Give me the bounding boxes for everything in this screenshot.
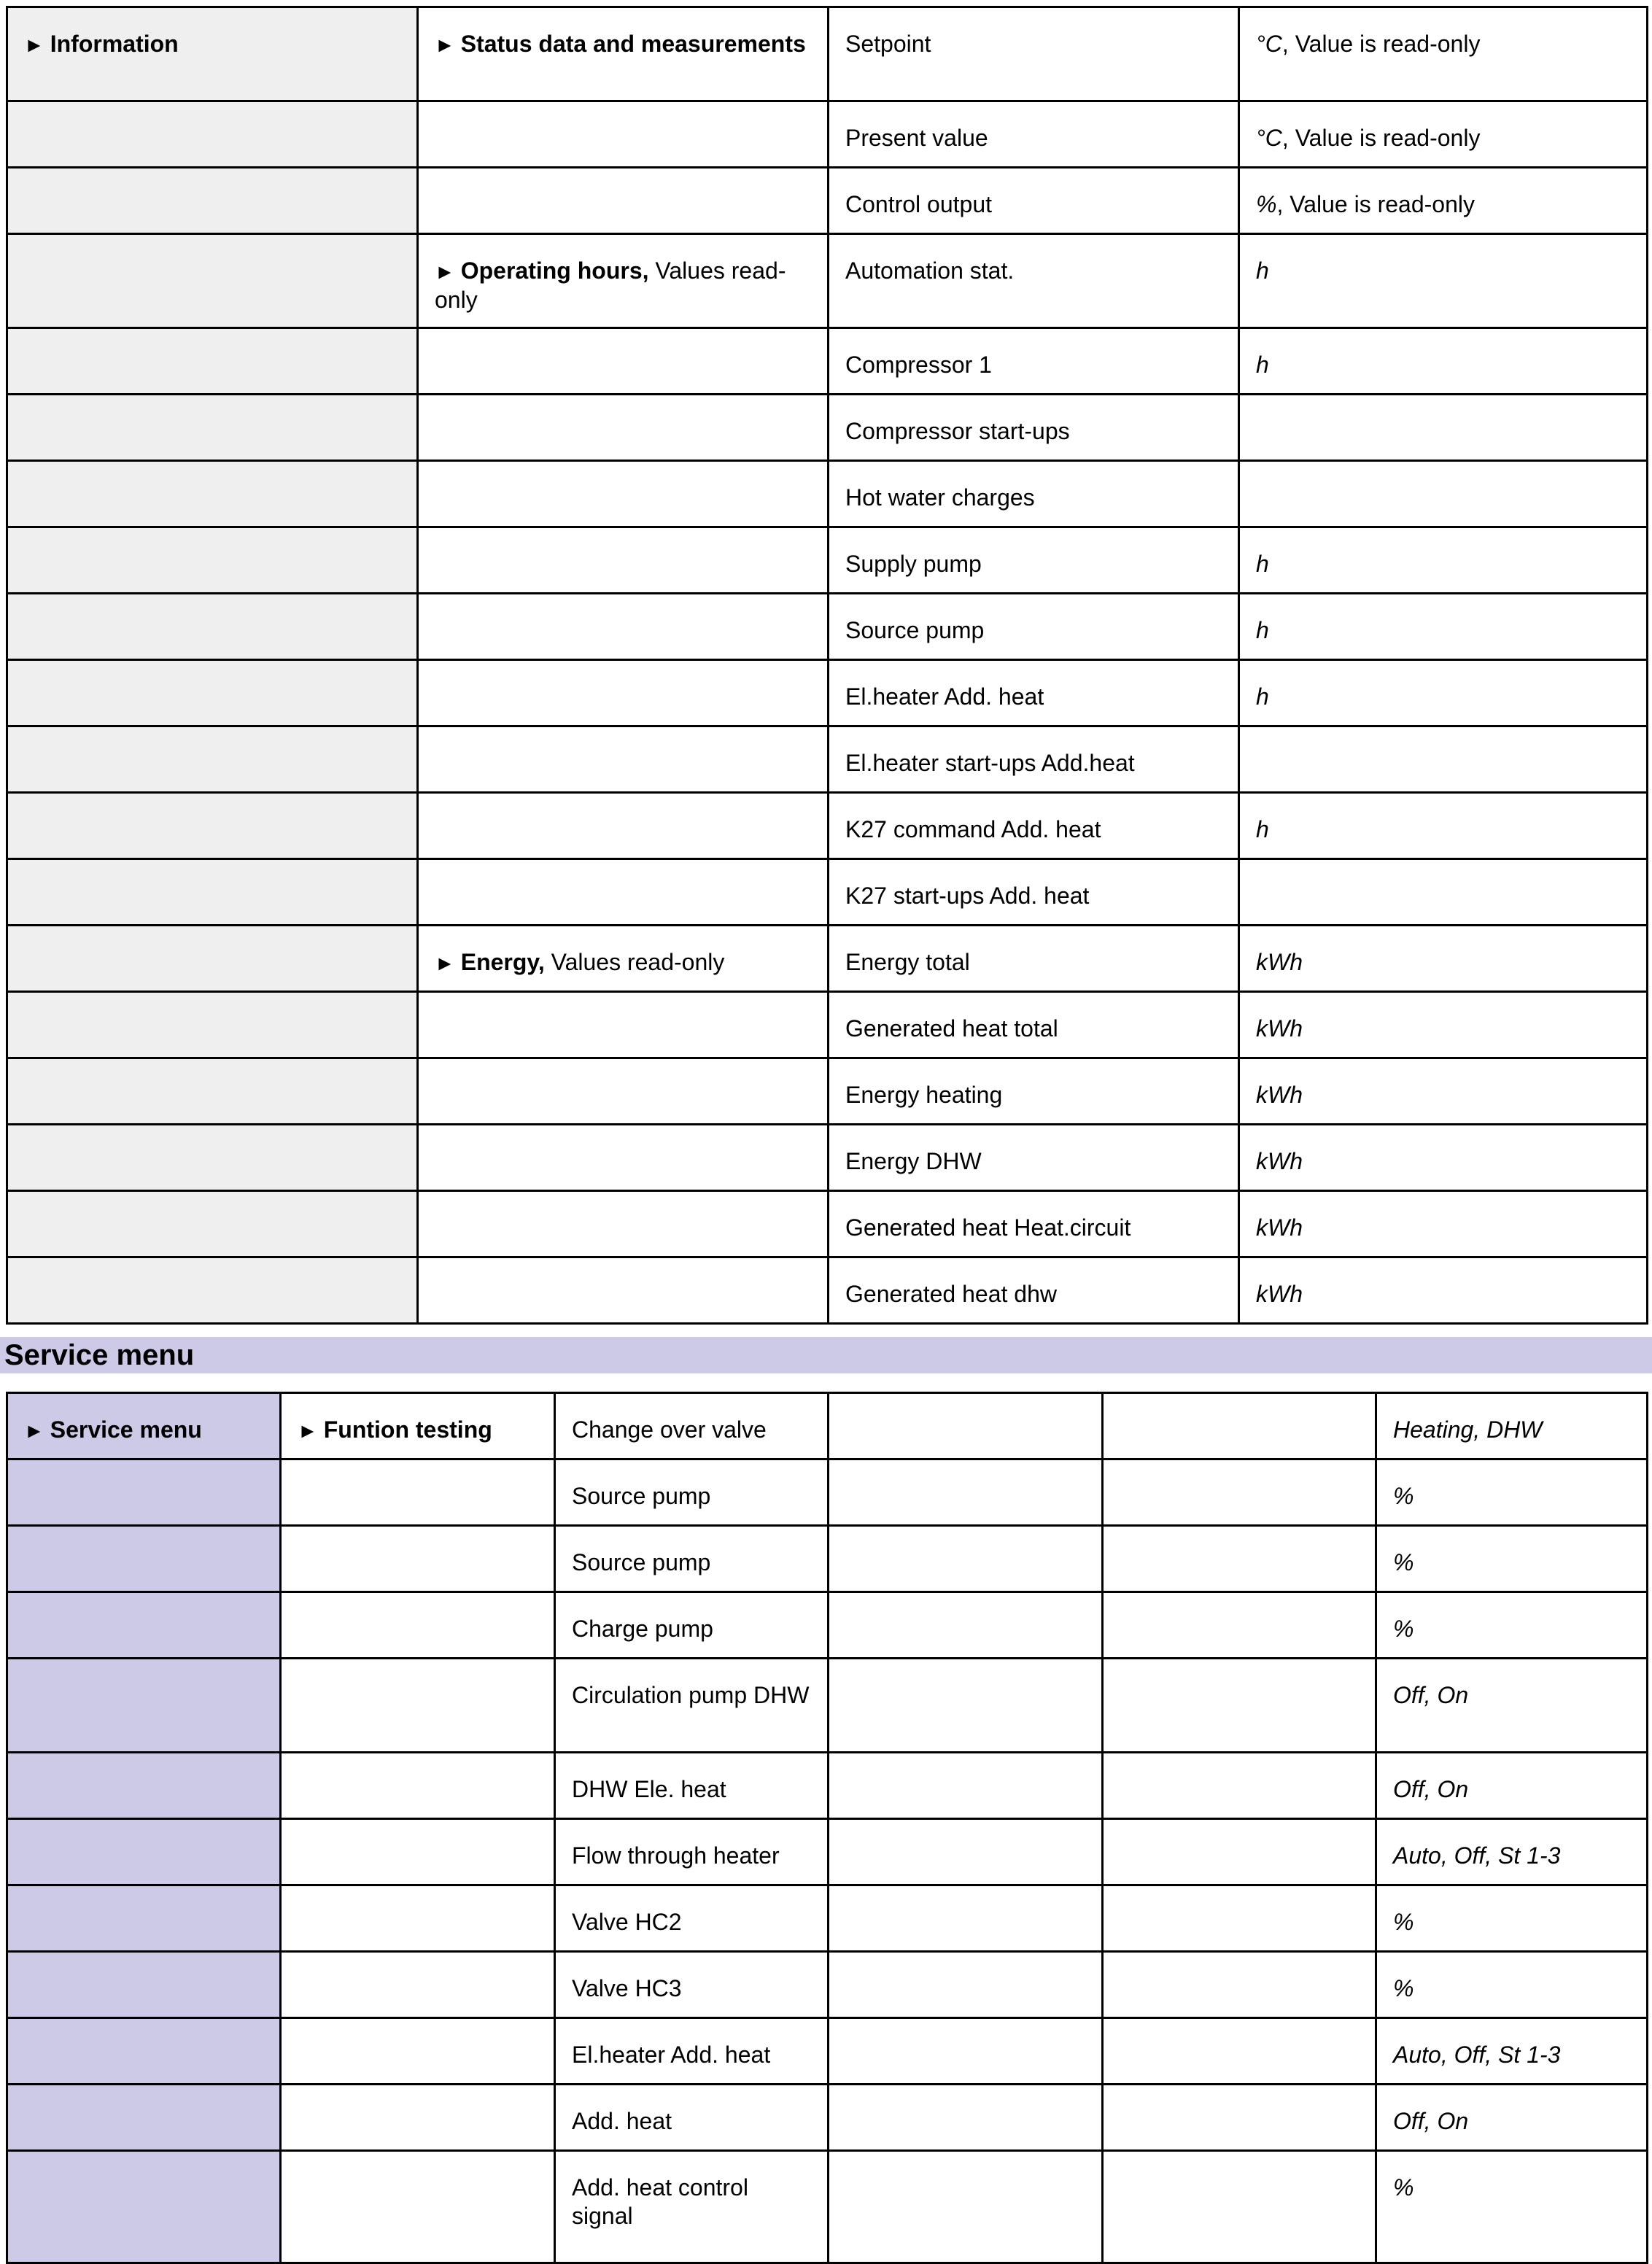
menu-level-2-cell (418, 1058, 829, 1125)
menu-level-2-cell (418, 726, 829, 793)
group-title: Funtion testing (323, 1416, 492, 1443)
unit-label: kWh (1256, 1148, 1303, 1174)
empty-cell (829, 2151, 1103, 2263)
menu-level-1-cell (7, 1592, 281, 1659)
menu-level-2-cell (281, 1952, 555, 2018)
table-row (7, 461, 1648, 527)
menu-level-1-cell (7, 1659, 281, 1753)
table-row (7, 1125, 1648, 1191)
parameter-name: K27 command Add. heat (829, 793, 1239, 859)
menu-level-2-cell (418, 926, 829, 992)
menu-title: Information (50, 31, 179, 57)
parameter-unit (1239, 1257, 1648, 1324)
test-item-name: Source pump (555, 1459, 829, 1526)
test-item-name: Change over valve (555, 1393, 829, 1459)
parameter-unit (1239, 395, 1648, 461)
empty-cell (829, 1952, 1103, 2018)
parameter-name: El.heater Add. heat (829, 660, 1239, 726)
parameter-name: Supply pump (829, 527, 1239, 594)
menu-level-1-cell (7, 1526, 281, 1592)
menu-level-1-cell (7, 101, 418, 168)
menu-level-1-cell (7, 1952, 281, 2018)
empty-cell (1103, 2018, 1376, 2085)
test-options: Auto, Off, St 1-3 (1376, 1819, 1648, 1885)
test-options: % (1376, 1885, 1648, 1952)
triangle-right-icon: ► (24, 34, 44, 56)
menu-level-2-cell (281, 1592, 555, 1659)
group-note: Values read-only (551, 949, 725, 975)
table-row (7, 1659, 1648, 1753)
table-row (7, 527, 1648, 594)
empty-cell (1103, 2151, 1376, 2263)
test-item-name: Valve HC2 (555, 1885, 829, 1952)
table-row (7, 1753, 1648, 1819)
table-row (7, 594, 1648, 660)
menu-level-1-cell (7, 793, 418, 859)
separator: , (1281, 31, 1295, 57)
menu-level-1-cell (7, 395, 418, 461)
parameter-unit (1239, 793, 1648, 859)
unit-label: % (1256, 191, 1277, 217)
table-row (7, 168, 1648, 234)
menu-level-2-cell (281, 1659, 555, 1753)
menu-level-2-cell (418, 101, 829, 168)
menu-level-2-cell (418, 328, 829, 395)
test-options: Auto, Off, St 1-3 (1376, 2018, 1648, 2085)
table-row (7, 2151, 1648, 2263)
menu-level-2-cell (281, 1526, 555, 1592)
parameter-unit (1239, 926, 1648, 992)
empty-cell (829, 1393, 1103, 1459)
empty-cell (829, 1659, 1103, 1753)
group-title: Energy, (460, 949, 545, 975)
menu-level-1-cell (7, 992, 418, 1058)
parameter-name: Energy DHW (829, 1125, 1239, 1191)
menu-level-2-cell (281, 1753, 555, 1819)
test-item-name: Add. heat control signal (555, 2151, 829, 2263)
parameter-name: El.heater start-ups Add.heat (829, 726, 1239, 793)
menu-level-2-cell (281, 1393, 555, 1459)
table-row (7, 1526, 1648, 1592)
empty-cell (1103, 1753, 1376, 1819)
table-row (7, 328, 1648, 395)
menu-level-1-cell (7, 7, 418, 101)
menu-level-2-cell (418, 594, 829, 660)
menu-title: Service menu (50, 1416, 202, 1443)
empty-cell (1103, 1592, 1376, 1659)
empty-cell (1103, 1659, 1376, 1753)
table-row (7, 1459, 1648, 1526)
empty-cell (829, 1885, 1103, 1952)
parameter-unit (1239, 594, 1648, 660)
menu-level-1-cell (7, 461, 418, 527)
information-table (6, 6, 1648, 1325)
parameter-unit (1239, 7, 1648, 101)
menu-level-1-cell (7, 1459, 281, 1526)
menu-level-2-cell (418, 859, 829, 926)
parameter-unit (1239, 1191, 1648, 1257)
parameter-unit (1239, 527, 1648, 594)
menu-level-2-cell (281, 2085, 555, 2151)
unit-label: °C (1256, 31, 1282, 57)
unit-label: kWh (1256, 949, 1303, 975)
menu-level-2-cell (418, 168, 829, 234)
test-item-name: El.heater Add. heat (555, 2018, 829, 2085)
table-row (7, 926, 1648, 992)
menu-level-2-cell (418, 461, 829, 527)
separator: , (1276, 191, 1290, 217)
group-title: Status data and measurements (460, 31, 806, 57)
menu-level-1-cell (7, 1058, 418, 1125)
menu-level-2-cell (418, 1191, 829, 1257)
parameter-unit (1239, 101, 1648, 168)
test-options: % (1376, 1459, 1648, 1526)
parameter-unit (1239, 168, 1648, 234)
menu-level-1-cell (7, 1753, 281, 1819)
table-row (7, 1191, 1648, 1257)
menu-level-1-cell (7, 1885, 281, 1952)
service-menu-heading: Service menu (0, 1337, 1652, 1373)
parameter-name: Energy total (829, 926, 1239, 992)
empty-cell (1103, 1459, 1376, 1526)
unit-label: kWh (1256, 1281, 1303, 1307)
service-menu-table (6, 1392, 1648, 2264)
parameter-unit (1239, 1058, 1648, 1125)
group-title: Operating hours, (460, 257, 649, 284)
test-item-name: Valve HC3 (555, 1952, 829, 2018)
menu-level-2-cell (281, 2151, 555, 2263)
menu-level-1-cell (7, 926, 418, 992)
empty-cell (1103, 1526, 1376, 1592)
parameter-name: Generated heat dhw (829, 1257, 1239, 1324)
empty-cell (829, 1526, 1103, 1592)
unit-label: kWh (1256, 1015, 1303, 1042)
test-item-name: Charge pump (555, 1592, 829, 1659)
test-options: % (1376, 1952, 1648, 2018)
table-row (7, 1819, 1648, 1885)
menu-level-1-cell (7, 1393, 281, 1459)
parameter-name: Generated heat Heat.circuit (829, 1191, 1239, 1257)
empty-cell (1103, 1952, 1376, 2018)
table-row (7, 1257, 1648, 1324)
menu-level-2-cell (418, 1125, 829, 1191)
group-note: Values read-only (435, 257, 786, 313)
menu-level-2-cell (418, 660, 829, 726)
empty-cell (829, 1819, 1103, 1885)
table-row (7, 1952, 1648, 2018)
menu-level-1-cell (7, 2085, 281, 2151)
table-row (7, 395, 1648, 461)
table-row (7, 859, 1648, 926)
menu-level-2-cell (418, 7, 829, 101)
test-options: Heating, DHW (1376, 1393, 1648, 1459)
triangle-right-icon: ► (298, 1419, 318, 1442)
triangle-right-icon: ► (435, 952, 455, 974)
separator: , (1281, 125, 1295, 151)
test-options: Off, On (1376, 1753, 1648, 1819)
parameter-unit (1239, 726, 1648, 793)
unit-label: h (1256, 257, 1269, 284)
table-row (7, 793, 1648, 859)
menu-level-2-cell (418, 992, 829, 1058)
unit-label: h (1256, 617, 1269, 643)
test-item-name: Source pump (555, 1526, 829, 1592)
test-item-name: Flow through heater (555, 1819, 829, 1885)
read-only-note: Value is read-only (1290, 191, 1475, 217)
parameter-unit (1239, 234, 1648, 328)
menu-level-1-cell (7, 1819, 281, 1885)
menu-level-2-cell (418, 1257, 829, 1324)
menu-level-2-cell (418, 527, 829, 594)
menu-level-2-cell (281, 2018, 555, 2085)
parameter-unit (1239, 328, 1648, 395)
triangle-right-icon: ► (435, 260, 455, 283)
unit-label: h (1256, 352, 1269, 378)
parameter-name: Setpoint (829, 7, 1239, 101)
test-options: Off, On (1376, 2085, 1648, 2151)
menu-level-2-cell (418, 234, 829, 328)
menu-level-2-cell (418, 793, 829, 859)
table-row (7, 2085, 1648, 2151)
menu-level-1-cell (7, 859, 418, 926)
menu-level-1-cell (7, 2018, 281, 2085)
parameter-name: Control output (829, 168, 1239, 234)
test-options: % (1376, 2151, 1648, 2263)
menu-level-2-cell (281, 1459, 555, 1526)
parameter-name: Compressor start-ups (829, 395, 1239, 461)
menu-level-1-cell (7, 527, 418, 594)
parameter-unit (1239, 660, 1648, 726)
menu-level-1-cell (7, 2151, 281, 2263)
menu-level-1-cell (7, 1125, 418, 1191)
empty-cell (829, 1592, 1103, 1659)
empty-cell (1103, 1819, 1376, 1885)
parameter-name: Compressor 1 (829, 328, 1239, 395)
table-row (7, 1393, 1648, 1459)
parameter-unit (1239, 461, 1648, 527)
read-only-note: Value is read-only (1295, 31, 1481, 57)
parameter-name: Automation stat. (829, 234, 1239, 328)
empty-cell (829, 2018, 1103, 2085)
menu-level-2-cell (281, 1819, 555, 1885)
empty-cell (829, 2085, 1103, 2151)
test-options: % (1376, 1592, 1648, 1659)
menu-level-1-cell (7, 1257, 418, 1324)
table-row (7, 7, 1648, 101)
menu-level-2-cell (418, 395, 829, 461)
empty-cell (1103, 1393, 1376, 1459)
unit-label: h (1256, 816, 1269, 842)
table-row (7, 101, 1648, 168)
menu-level-2-cell (281, 1885, 555, 1952)
parameter-name: Generated heat total (829, 992, 1239, 1058)
parameter-name: Hot water charges (829, 461, 1239, 527)
menu-level-1-cell (7, 726, 418, 793)
unit-label: h (1256, 551, 1269, 577)
empty-cell (1103, 2085, 1376, 2151)
empty-cell (1103, 1885, 1376, 1952)
empty-cell (829, 1753, 1103, 1819)
empty-cell (829, 1459, 1103, 1526)
menu-level-1-cell (7, 660, 418, 726)
parameter-name: Energy heating (829, 1058, 1239, 1125)
table-row (7, 1885, 1648, 1952)
parameter-name: K27 start-ups Add. heat (829, 859, 1239, 926)
unit-label: °C (1256, 125, 1282, 151)
parameter-unit (1239, 859, 1648, 926)
parameter-unit (1239, 1125, 1648, 1191)
table-row (7, 2018, 1648, 2085)
test-item-name: Circulation pump DHW (555, 1659, 829, 1753)
menu-level-1-cell (7, 594, 418, 660)
parameter-name: Source pump (829, 594, 1239, 660)
test-item-name: Add. heat (555, 2085, 829, 2151)
unit-label: h (1256, 683, 1269, 710)
table-row (7, 234, 1648, 328)
menu-level-1-cell (7, 328, 418, 395)
table-row (7, 726, 1648, 793)
menu-level-1-cell (7, 168, 418, 234)
unit-label: kWh (1256, 1214, 1303, 1241)
table-row (7, 660, 1648, 726)
parameter-name: Present value (829, 101, 1239, 168)
triangle-right-icon: ► (435, 34, 455, 56)
table-row (7, 1592, 1648, 1659)
parameter-unit (1239, 992, 1648, 1058)
test-options: Off, On (1376, 1659, 1648, 1753)
triangle-right-icon: ► (24, 1419, 44, 1442)
read-only-note: Value is read-only (1295, 125, 1481, 151)
menu-level-1-cell (7, 234, 418, 328)
table-row (7, 1058, 1648, 1125)
unit-label: kWh (1256, 1082, 1303, 1108)
table-row (7, 992, 1648, 1058)
test-options: % (1376, 1526, 1648, 1592)
menu-level-1-cell (7, 1191, 418, 1257)
test-item-name: DHW Ele. heat (555, 1753, 829, 1819)
